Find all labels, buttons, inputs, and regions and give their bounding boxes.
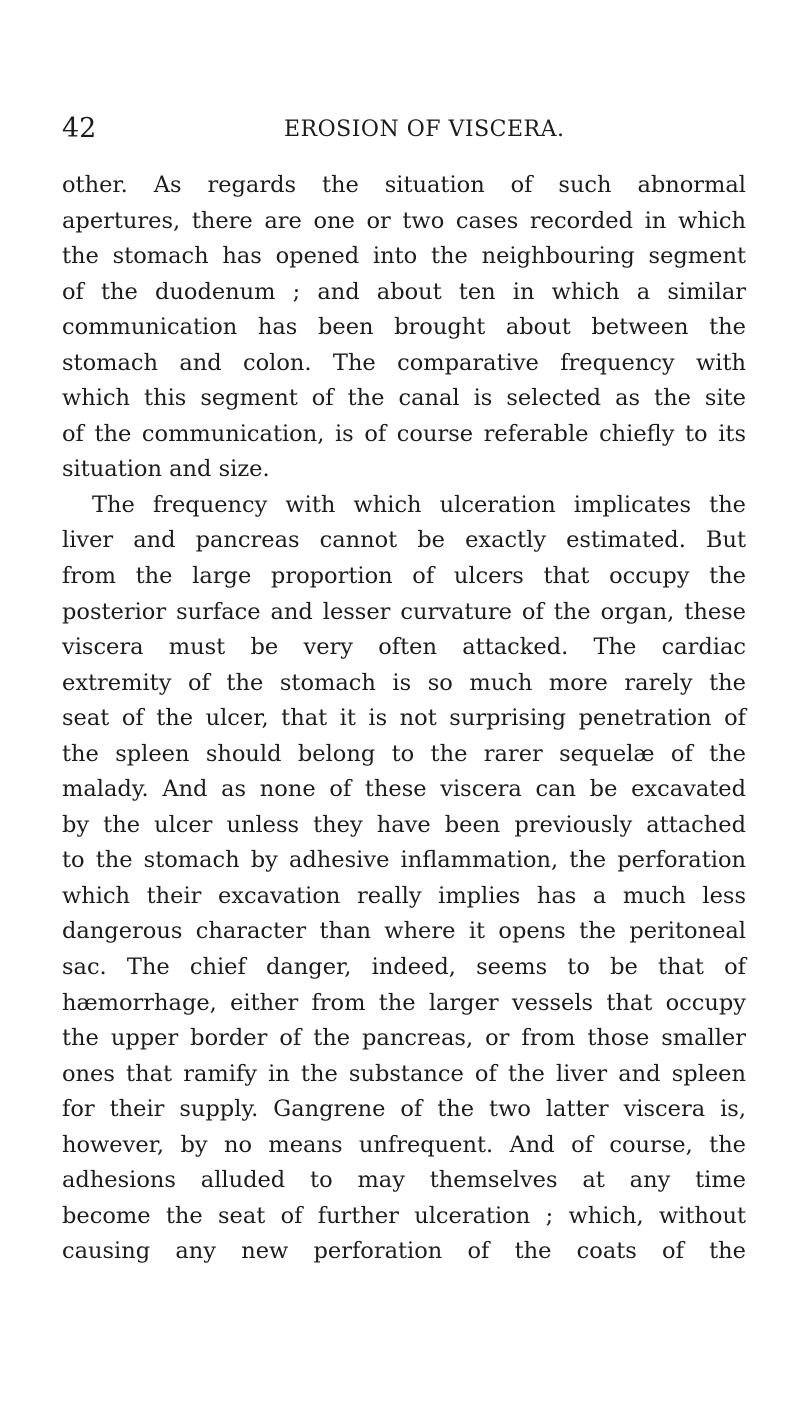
paragraph-start-line: The frequency with which ulceration implicates the xyxy=(92,491,746,518)
text-line: however, by no means unfrequent. And of course, the xyxy=(62,1131,746,1158)
text-line: apertures, there are one or two cases recorded in which xyxy=(62,207,746,234)
text-line: posterior surface and lesser curvature of the organ, these xyxy=(62,598,746,625)
text-line: the stomach has opened into the neighbouring segment xyxy=(62,243,746,270)
text-line: from the large proportion of ulcers that occupy the xyxy=(62,563,746,590)
running-title: EROSION OF VISCERA. xyxy=(284,117,565,142)
body-text xyxy=(62,168,746,1270)
text-line: which this segment of the canal is selected as the site xyxy=(62,385,746,412)
text-line: causing any new perforation of the coats of the xyxy=(62,1238,746,1265)
text-line: by the ulcer unless they have been previously attached xyxy=(62,811,746,838)
text-line: malady. And as none of these viscera can be excavated xyxy=(62,776,746,803)
text-line: viscera must be very often attacked. The cardiac xyxy=(62,634,746,661)
text-line: seat of the ulcer, that it is not surprising penetration of xyxy=(62,705,746,732)
text-line: which their excavation really implies has a much less xyxy=(62,882,746,909)
text-line: situation and size. xyxy=(62,456,270,483)
text-line: sac. The chief danger, indeed, seems to be that of xyxy=(62,954,746,981)
text-line: of the duodenum ; and about ten in which a similar xyxy=(62,278,746,305)
running-head xyxy=(62,112,746,152)
text-line: adhesions alluded to may themselves at any time xyxy=(62,1167,746,1194)
text-line: stomach and colon. The comparative frequency with xyxy=(62,349,746,376)
text-line: of the communication, is of course referable chiefly to its xyxy=(62,420,746,447)
text-line: the upper border of the pancreas, or from those smaller xyxy=(62,1025,746,1052)
text-line: dangerous character than where it opens the peritoneal xyxy=(62,918,746,945)
text-line: hæmorrhage, either from the larger vessels that occupy xyxy=(62,989,746,1016)
text-line: liver and pancreas cannot be exactly estimated. But xyxy=(62,527,746,554)
text-line: become the seat of further ulceration ; which, without xyxy=(62,1202,746,1229)
text-line: extremity of the stomach is so much more rarely the xyxy=(62,669,746,696)
page-number: 42 xyxy=(62,113,97,144)
text-line: ones that ramify in the substance of the liver and spleen xyxy=(62,1060,746,1087)
text-line: to the stomach by adhesive inflammation, the perforation xyxy=(62,847,746,874)
text-line: the spleen should belong to the rarer sequelæ of the xyxy=(62,740,746,767)
text-line: other. As regards the situation of such abnormal xyxy=(62,172,746,198)
text-line: communication has been brought about between the xyxy=(62,314,746,341)
text-line: for their supply. Gangrene of the two latter viscera is, xyxy=(62,1096,746,1123)
